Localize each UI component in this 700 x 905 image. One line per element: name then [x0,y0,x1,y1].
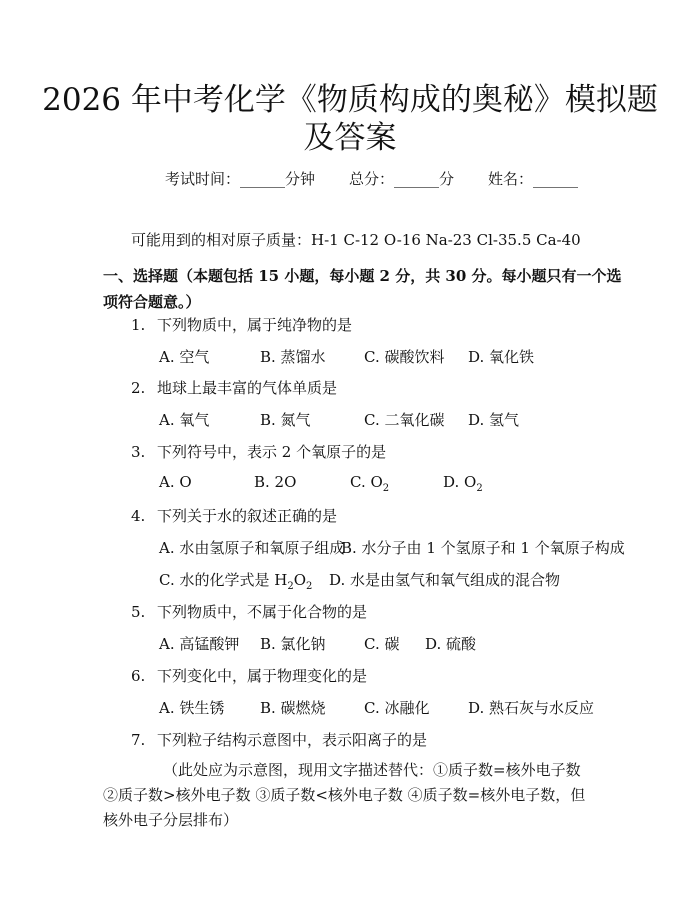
question-number: 2. [131,379,146,397]
option-d: D. 水是由氢气和氧气组成的混合物 [329,571,561,589]
option-c: C. 二氧化碳 [364,411,445,429]
option-a: A. 高锰酸钾 [159,635,240,653]
question-number: 4. [131,507,146,525]
total-score: 总分：______分 [349,170,455,188]
option-d: D. $O_2$ [443,473,483,494]
question-number: 3. [131,443,146,461]
section-heading: 一、选择题（本题包括 15 小题，每小题 2 分，共 30 分。每小题只有一个选项符合题意。） [103,267,622,311]
question-number: 1. [131,316,146,334]
option-c: C. 碳酸饮料 [364,348,445,366]
question-2 [131,377,337,398]
option-d: D. 熟石灰与水反应 [468,699,595,717]
question-7 [131,729,427,750]
question-3-options [159,473,483,494]
question-number: 7. [131,731,146,749]
subscript: 2 [476,483,483,494]
option-b: B. 氮气 [260,411,311,429]
option-a: A. 水由氢原子和氧原子组成 [159,539,345,557]
option-b: B. 2O [254,473,297,491]
option-a: A. 空气 [159,348,210,366]
question-1 [131,314,352,335]
question-text: 下列粒子结构示意图中，表示阳离子的是 [157,731,428,749]
question-text: 下列关于水的叙述正确的是 [157,507,338,525]
question-text: 下列变化中，属于物理变化的是 [157,667,368,685]
option-a: A. 氧气 [159,411,210,429]
option-c: C. $O_2$ [350,473,390,494]
question-text: 下列物质中，不属于化合物的是 [157,603,368,621]
question-text: 下列物质中，属于纯净物的是 [157,316,353,334]
question-number: 6. [131,667,146,685]
document-title-line-1: 2026 年中考化学《物质构成的奥秘》模拟题 [42,82,658,118]
question-number: 5. [131,603,146,621]
option-b: B. 水分子由 1 个氢原子和 1 个氧原子构成 [341,539,625,557]
question-text: 下列符号中，表示 2 个氧原子的是 [157,443,387,461]
question-text: 地球上最丰富的气体单质是 [157,379,338,397]
atomic-masses-note: 可能用到的相对原子质量：H-1 C-12 O-16 Na-23 Cl-35.5 Ca-40 [131,231,581,249]
option-b: B. 碳燃烧 [260,699,326,717]
option-b: B. 氯化钠 [260,635,326,653]
option-c: C. 冰融化 [364,699,430,717]
question-6 [131,665,367,686]
document-title-line-2: 及答案 [303,120,397,156]
question-3 [131,441,386,462]
question-1-options [159,346,534,367]
option-c: C. 碳 [364,635,400,653]
question-5 [131,601,367,622]
question-4-options-row-1 [159,537,625,558]
question-5-options [159,633,476,654]
option-d: D. 硫酸 [425,635,477,653]
question-7-diagram-note: （此处应为示意图，现用文字描述替代：①质子数=核外电子数 ②质子数>核外电子数 ③质子数<核外电子数 ④质子数=核外电子数，但核外电子分层排布） [103,761,586,829]
question-2-options [159,409,519,430]
question-4 [131,505,337,526]
question-4-options-row-2 [159,569,560,592]
exam-time: 考试时间：______分钟 [165,170,316,188]
option-a: A. 铁生锈 [159,699,225,717]
exam-info [165,168,578,189]
option-d: D. 氧化铁 [468,348,535,366]
option-c: C. 水的化学式是 $H_2O_2$ [159,571,313,592]
option-d: D. 氢气 [468,411,520,429]
question-6-options [159,697,594,718]
option-b: B. 蒸馏水 [260,348,326,366]
subscript: 2 [382,483,390,494]
option-a: A. O [159,473,192,491]
student-name: 姓名：______ [488,170,579,188]
